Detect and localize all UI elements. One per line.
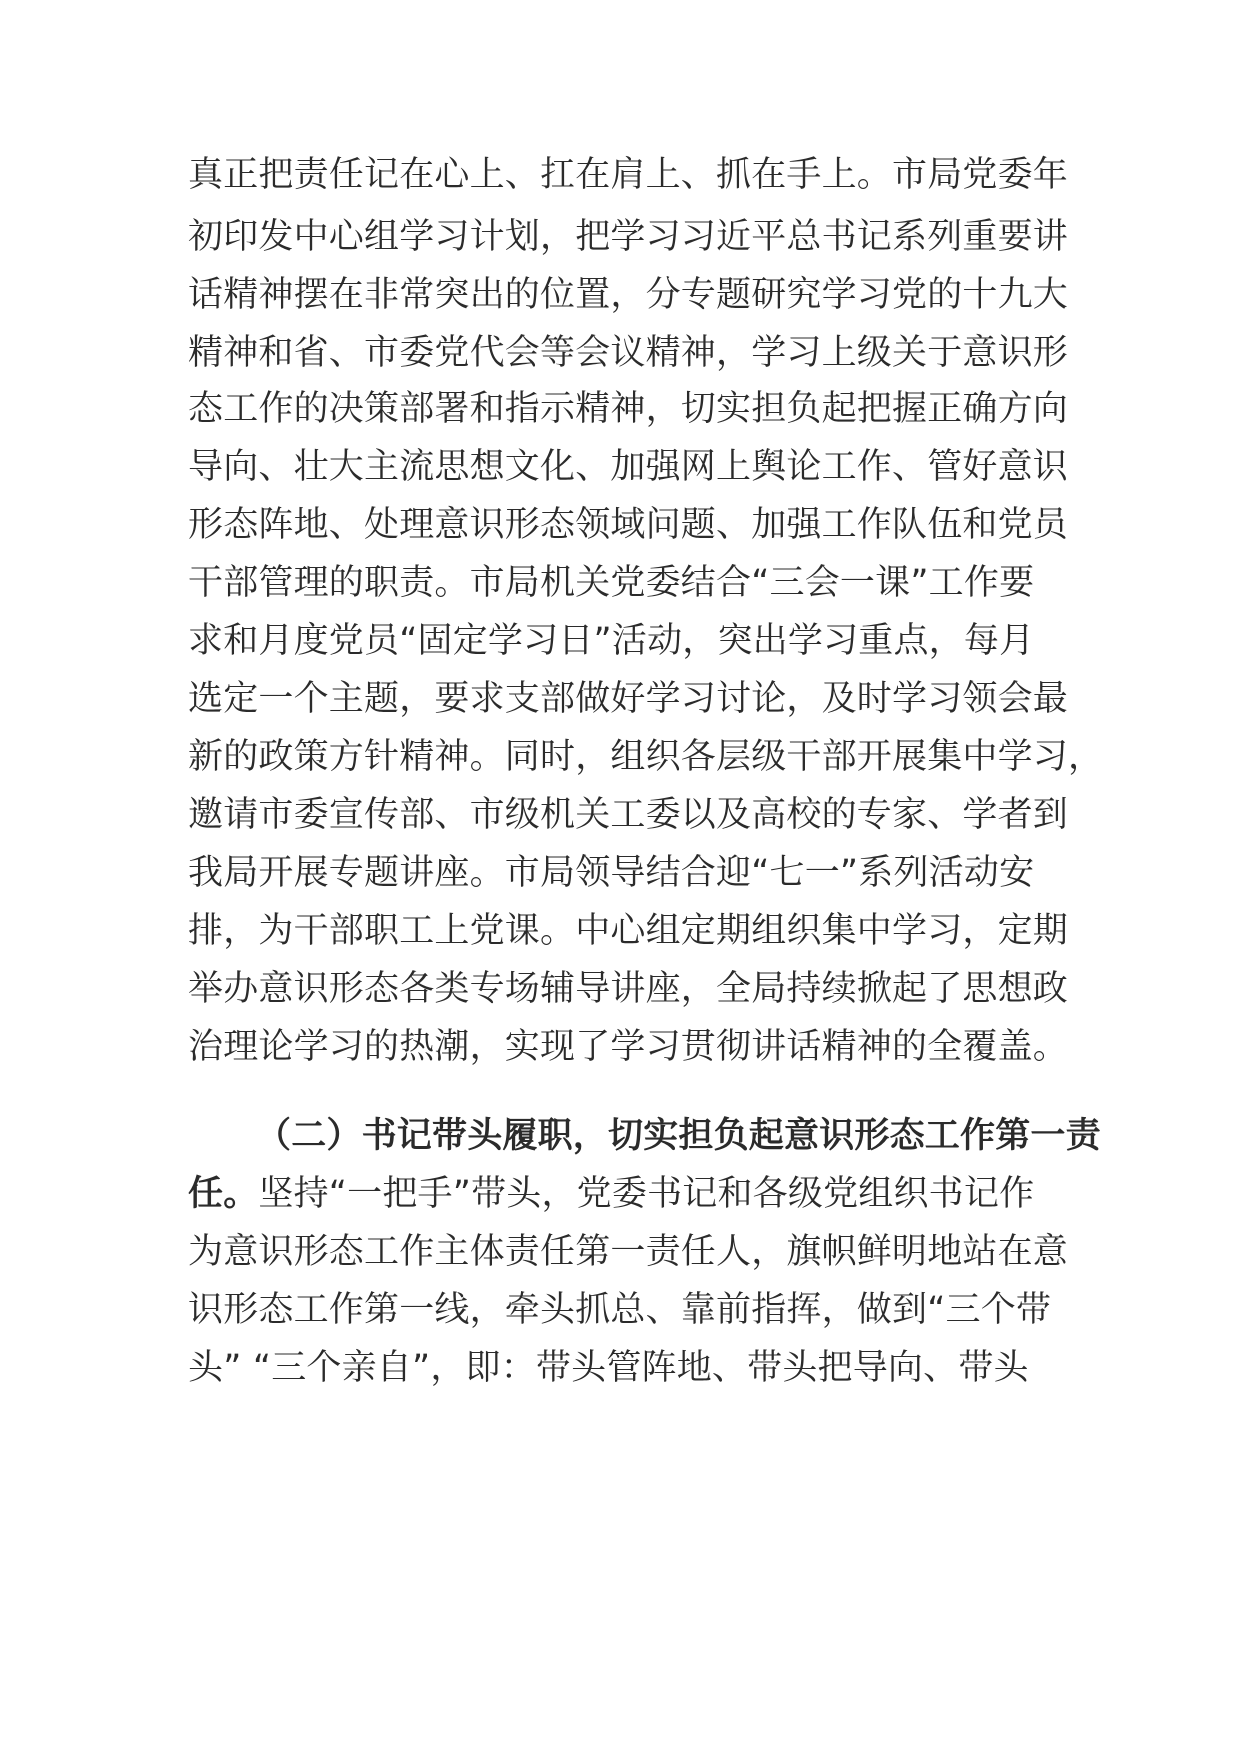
paragraph-1-line-5: 态工作的决策部署和指示精神，切实担负起把握正确方向	[188, 389, 1069, 429]
paragraph-1-line-3: 话精神摆在非常突出的位置，分专题研究学习党的十九大	[188, 275, 1069, 315]
paragraph-2-line-3: 识形态工作第一线，牵头抓总、靠前指挥，做到“三个带	[188, 1290, 1052, 1330]
paragraph-2-line-4: 头” “三个亲自”，即：带头管阵地、带头把导向、带头	[188, 1348, 1029, 1388]
paragraph-1-line-4: 精神和省、市委党代会等会议精神，学习上级关于意识形	[188, 333, 1069, 373]
paragraph-1-line-16: 治理论学习的热潮，实现了学习贯彻讲话精神的全覆盖。	[188, 1027, 1069, 1067]
paragraph-1-line-2: 初印发中心组学习计划，把学习习近平总书记系列重要讲	[188, 217, 1069, 257]
paragraph-1-line-14: 排，为干部职工上党课。中心组定期组织集中学习，定期	[188, 911, 1069, 951]
section-heading: （二）书记带头履职，切实担负起意识形态工作第一责	[256, 1116, 1101, 1156]
paragraph-2-line-1	[188, 1162, 1068, 1226]
paragraph-1-line-9: 求和月度党员“固定学习日”活动，突出学习重点，每月	[188, 621, 1035, 661]
paragraph-1-line-11: 新的政策方针精神。同时，组织各层级干部开展集中学习，	[188, 737, 1104, 777]
paragraph-1-line-15: 举办意识形态各类专场辅导讲座，全局持续掀起了思想政	[188, 969, 1069, 1009]
paragraph-1-line-10: 选定一个主题，要求支部做好学习讨论，及时学习领会最	[188, 679, 1069, 719]
paragraph-1-line-7: 形态阵地、处理意识形态领域问题、加强工作队伍和党员	[188, 505, 1069, 545]
paragraph-1-line-13: 我局开展专题讲座。市局领导结合迎“七一”系列活动安	[188, 853, 1035, 893]
paragraph-2-line-1-text: 坚持“一把手”带头，党委书记和各级党组织书记作	[258, 1174, 1035, 1214]
paragraph-1-line-12: 邀请市委宣传部、市级机关工委以及高校的专家、学者到	[188, 795, 1069, 835]
paragraph-1-line-6: 导向、壮大主流思想文化、加强网上舆论工作、管好意识	[188, 447, 1069, 487]
paragraph-1-line-8: 干部管理的职责。市局机关党委结合“三会一课”工作要	[188, 563, 1035, 603]
paragraph-2-line-2: 为意识形态工作主体责任第一责任人，旗帜鲜明地站在意	[188, 1232, 1069, 1272]
paragraph-1-line-1: 真正把责任记在心上、扛在肩上、抓在手上。市局党委年	[188, 155, 1069, 195]
section-heading-ending: 任。	[188, 1174, 259, 1214]
